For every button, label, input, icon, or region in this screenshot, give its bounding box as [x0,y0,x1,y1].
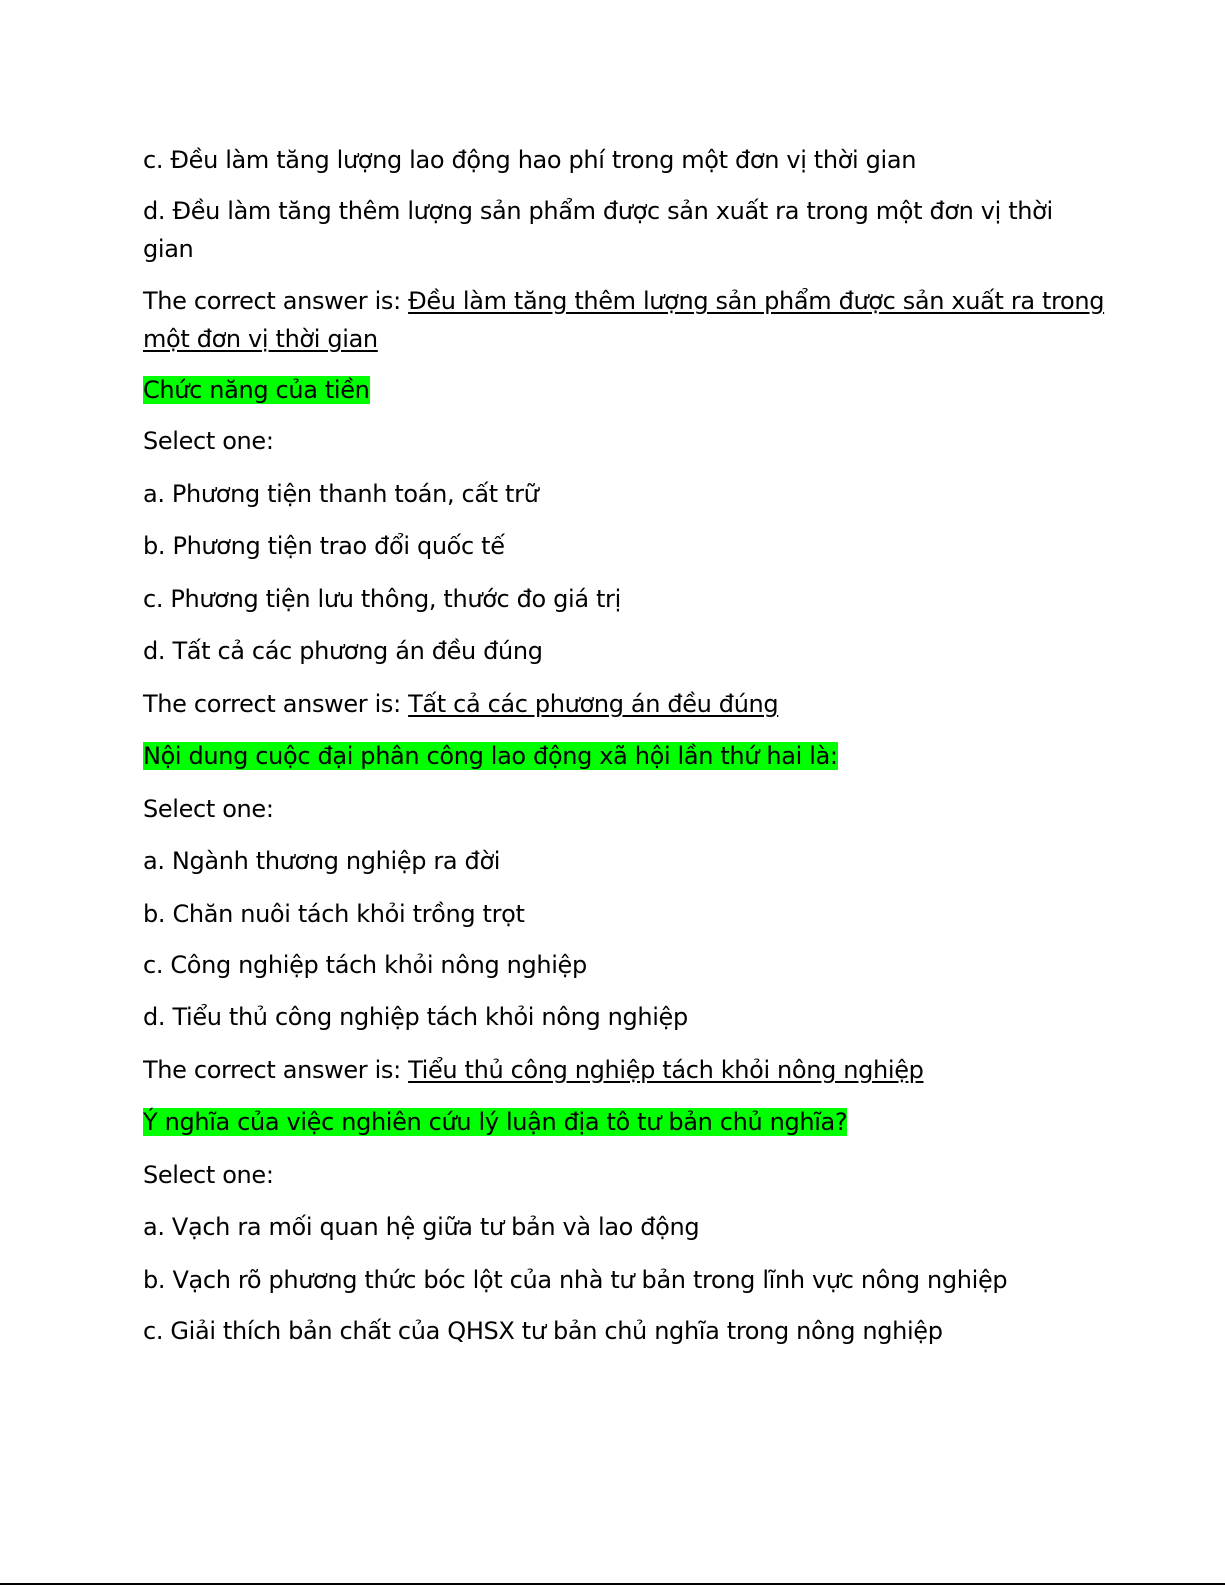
option-text: c. Đều làm tăng lượng lao động hao phí trong một đơn vị thời gian [143,146,917,174]
select-one-text: Select one: [143,427,274,455]
select-one-label [143,422,1083,460]
option-text: a. Vạch ra mối quan hệ giữa tư bản và lao động [143,1213,700,1241]
correct-answer-line [143,685,1083,723]
correct-answer-text: Tiểu thủ công nghiệp tách khỏi nông nghiệp [408,1056,924,1084]
option-line [143,842,1083,880]
option-text: c. Giải thích bản chất của QHSX tư bản chủ nghĩa trong nông nghiệp [143,1317,943,1345]
correct-answer-text: một đơn vị thời gian [143,325,378,353]
option-text: d. Tất cả các phương án đều đúng [143,637,543,665]
correct-answer-prefix: The correct answer is: [143,1056,409,1084]
option-text: a. Phương tiện thanh toán, cất trữ [143,480,539,508]
option-line [143,192,1083,230]
option-line [143,141,1083,179]
question-highlight: Nội dung cuộc đại phân công lao động xã hội lần thứ hai là: [143,742,838,770]
select-one-text: Select one: [143,1161,274,1189]
option-line [143,1208,1083,1246]
question-line [143,371,1083,409]
correct-answer-prefix: The correct answer is: [143,690,409,718]
select-one-label [143,790,1083,828]
option-line [143,580,1083,618]
correct-answer-line [143,282,1105,320]
question-highlight: Ý nghĩa của việc nghiên cứu lý luận địa tô tư bản chủ nghĩa? [143,1108,848,1136]
option-line [143,1261,1083,1299]
question-line [143,737,1083,775]
option-line [143,527,1083,565]
correct-answer-prefix: The correct answer is: [143,287,409,315]
option-text: b. Vạch rõ phương thức bóc lột của nhà tư bản trong lĩnh vực nông nghiệp [143,1266,1008,1294]
option-line [143,1312,1083,1350]
correct-answer-line-continued [143,320,1083,358]
correct-answer-line [143,1051,1083,1089]
option-text: b. Phương tiện trao đổi quốc tế [143,532,505,560]
select-one-text: Select one: [143,795,274,823]
correct-answer-text: Tất cả các phương án đều đúng [408,690,779,718]
question-line [143,1103,1083,1141]
option-text: c. Phương tiện lưu thông, thước đo giá trị [143,585,621,613]
option-line [143,475,1083,513]
option-text: d. Đều làm tăng thêm lượng sản phẩm được sản xuất ra trong một đơn vị thời [143,197,1053,225]
correct-answer-text: Đều làm tăng thêm lượng sản phẩm được sản xuất ra trong [408,287,1105,315]
option-line [143,632,1083,670]
option-line-continued [143,230,1083,268]
question-highlight: Chức năng của tiền [143,376,370,404]
option-text: gian [143,235,194,263]
option-line [143,895,1083,933]
option-line [143,998,1083,1036]
select-one-label [143,1156,1083,1194]
option-text: a. Ngành thương nghiệp ra đời [143,847,501,875]
option-line [143,946,1083,984]
option-text: b. Chăn nuôi tách khỏi trồng trọt [143,900,525,928]
option-text: d. Tiểu thủ công nghiệp tách khỏi nông nghiệp [143,1003,688,1031]
option-text: c. Công nghiệp tách khỏi nông nghiệp [143,951,587,979]
